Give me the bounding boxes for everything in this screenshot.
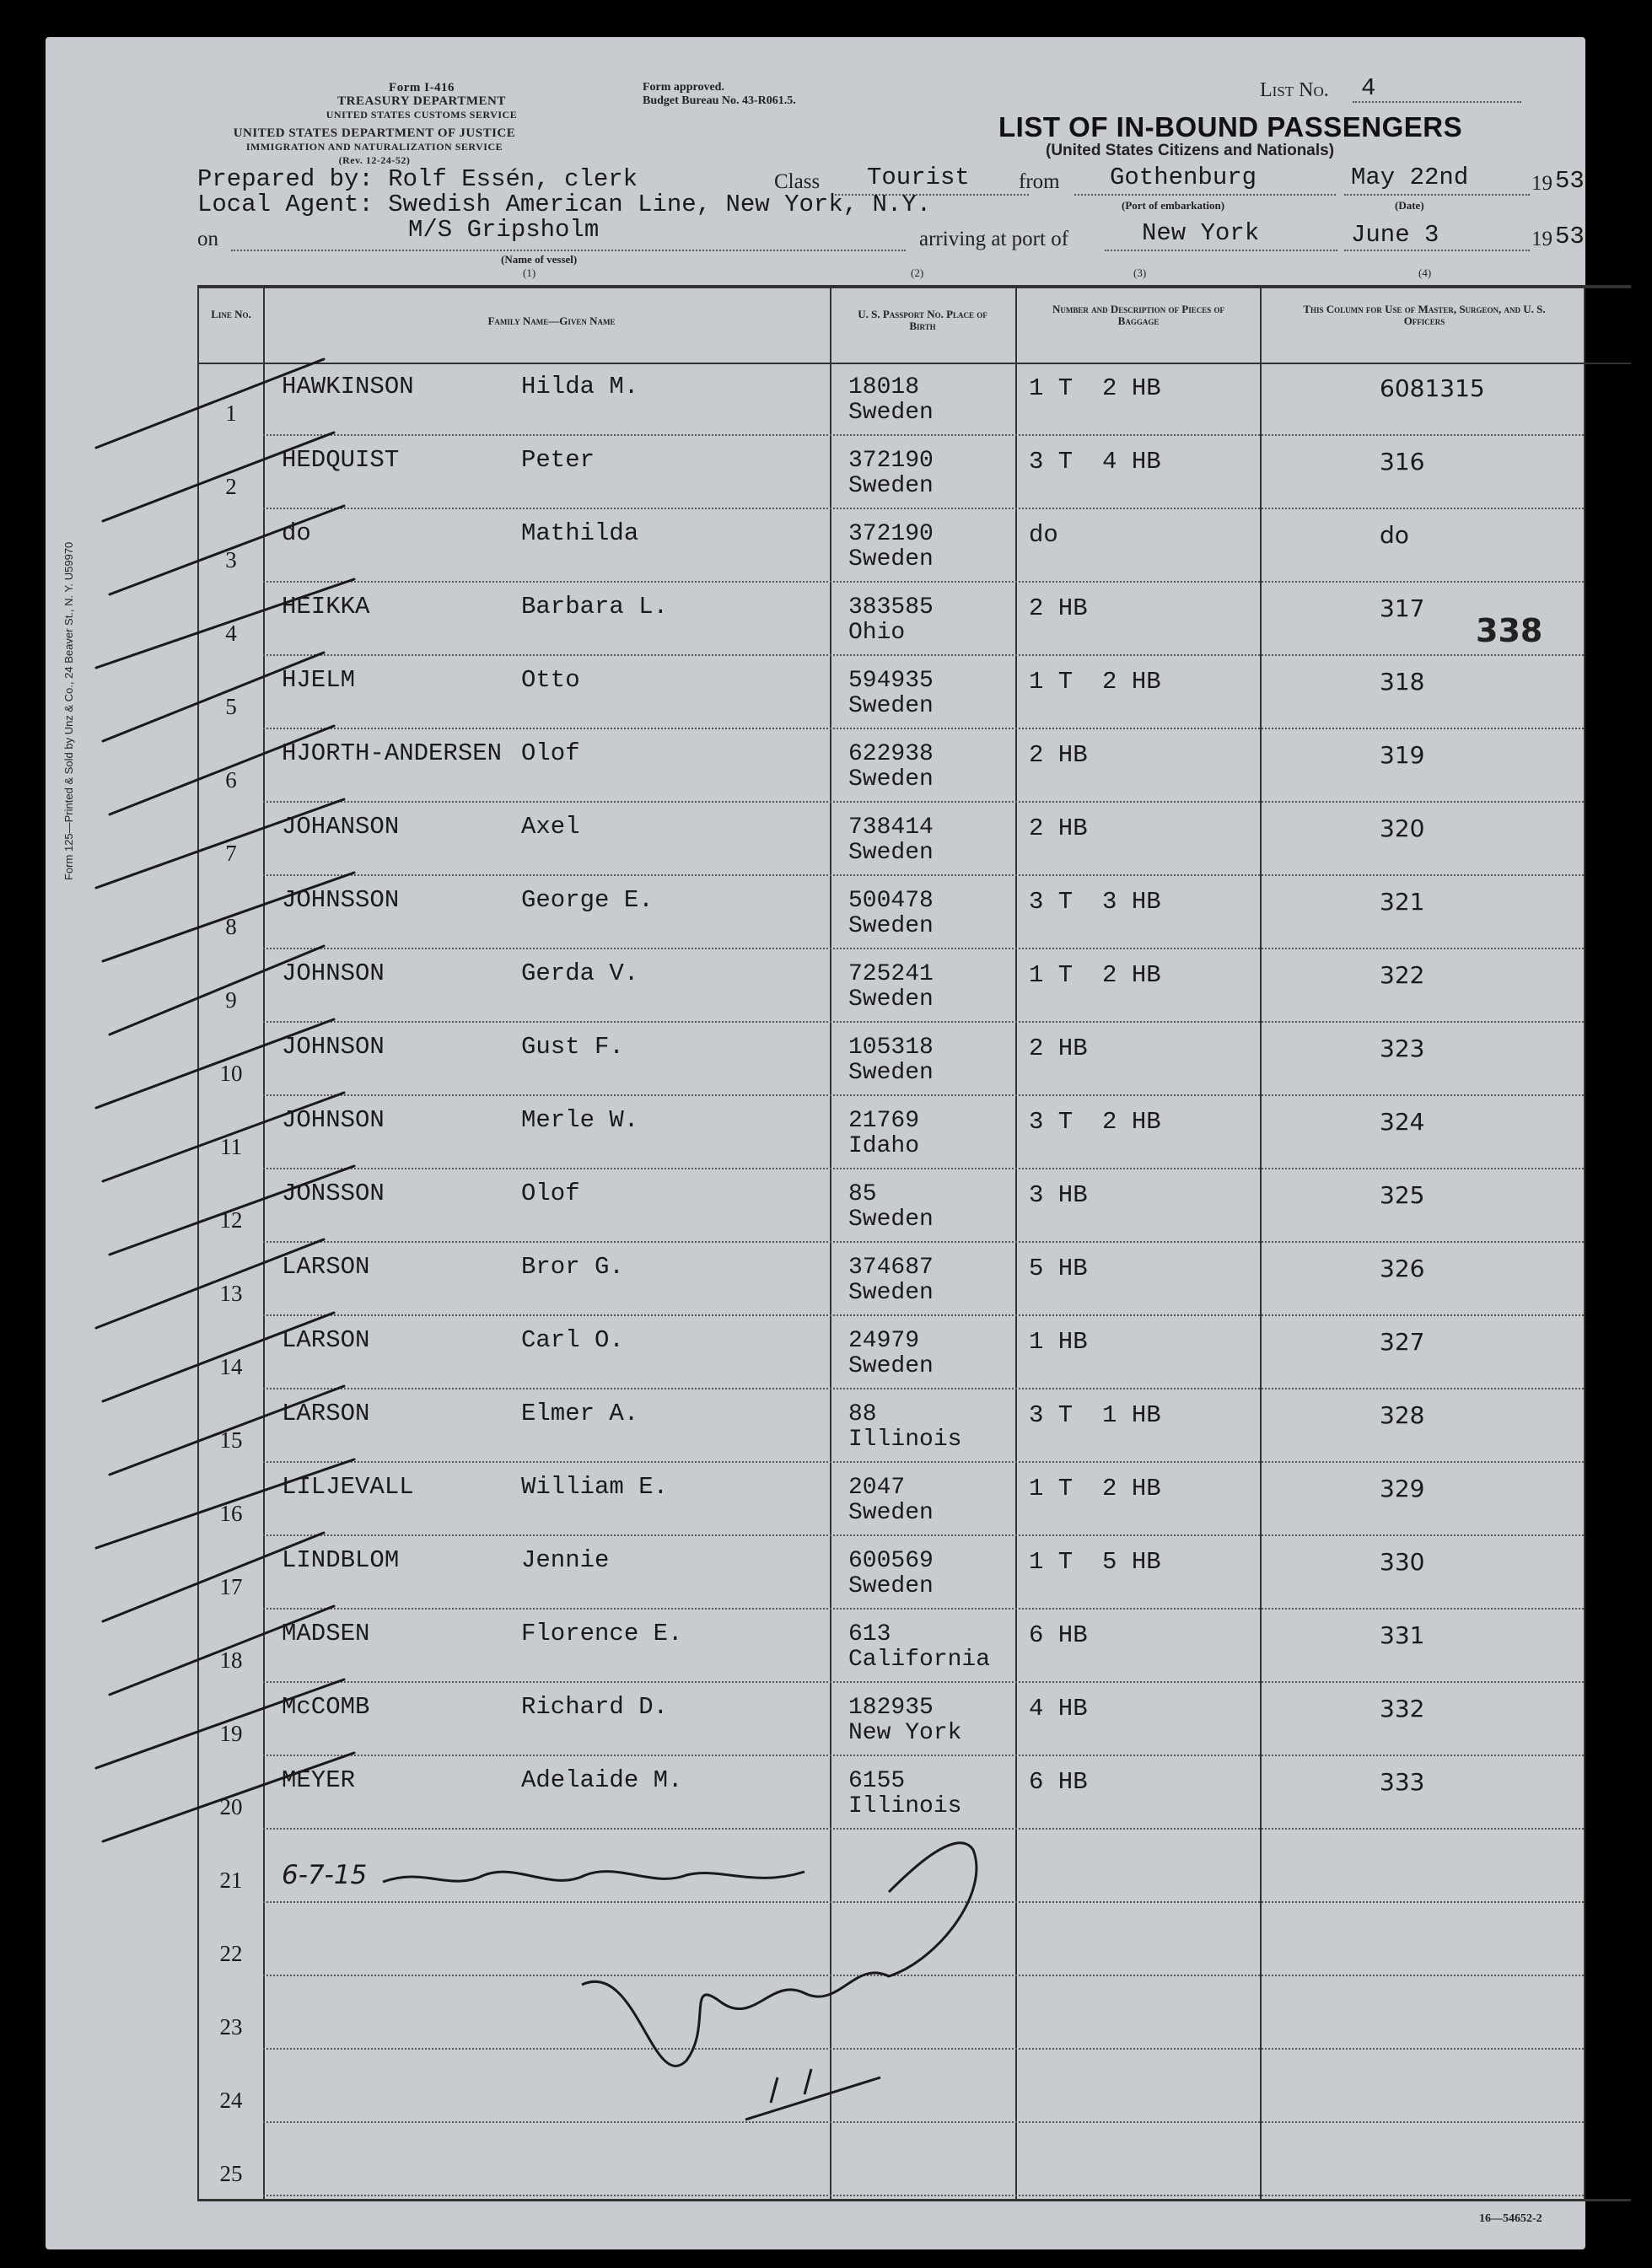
check-mark [110,946,324,1035]
given-name: Hilda M. [521,373,639,400]
line-number: 8 [225,914,237,939]
caption-1: (1) [523,266,536,279]
family-name: JOHNSSON [282,886,400,914]
check-mark [103,1313,334,1401]
passport-number: 105318 [848,1035,934,1061]
list-no-label: List No. [1260,79,1329,101]
port-embark-caption: (Port of embarkation) [1122,199,1225,212]
passport-number: 613 [848,1621,891,1647]
officer-note: 329 [1380,1475,1425,1502]
family-name: JOHNSON [282,959,385,987]
check-mark [96,1459,354,1548]
baggage-description: 1 T 2 HB [1029,961,1161,989]
officer-note: 318 [1380,668,1425,696]
baggage-description: 2 HB [1029,1035,1088,1062]
check-mark [110,726,334,814]
given-name: Gust F. [521,1033,624,1061]
place-of-birth: New York [848,1720,962,1746]
arrival-date: June 3 [1351,221,1439,249]
passport-number: 738414 [848,814,934,841]
line-number: 6 [225,767,237,793]
family-name: MADSEN [282,1620,370,1647]
class-label: Class [774,170,821,193]
place-of-birth: Sweden [848,473,934,499]
line-number: 18 [219,1647,243,1673]
handwriting-marks [46,37,1585,2249]
caption-3: (3) [1133,266,1147,279]
check-mark [103,433,334,521]
family-name: LARSON [282,1253,370,1281]
line-number: 9 [225,987,237,1013]
baggage-description: 2 HB [1029,594,1088,622]
passport-number: 594935 [848,668,934,694]
list-no-value: 4 [1361,74,1376,102]
departure-date: May 22nd [1351,164,1469,191]
baggage-description: 5 HB [1029,1255,1088,1282]
place-of-birth: Sweden [848,1573,934,1599]
year-prefix: 19 [1531,172,1552,195]
place-of-birth: Sweden [848,1500,934,1526]
baggage-description: 1 T 2 HB [1029,668,1161,696]
family-name: HEIKKA [282,593,370,621]
family-name: HAWKINSON [282,373,414,400]
arrival-year: 53 [1555,223,1585,250]
family-name: LARSON [282,1326,370,1354]
given-name: Barbara L. [521,593,669,621]
justice-dept: UNITED STATES DEPARTMENT OF JUSTICE [233,126,516,140]
date-caption: (Date) [1395,199,1424,212]
passport-number: 372190 [848,521,934,547]
place-of-birth: Sweden [848,1353,934,1379]
given-name: Bror G. [521,1253,624,1281]
passport-number: 6155 [848,1768,906,1794]
line-number: 14 [219,1354,243,1379]
officer-note: 321 [1380,888,1425,916]
arriving-label: arriving at port of [919,228,1069,250]
passport-number: 85 [848,1181,877,1207]
officer-note: 324 [1380,1108,1425,1136]
on-label: on [197,228,218,250]
line-number: 12 [219,1207,243,1233]
family-name: JOHNSON [282,1106,385,1134]
given-name: Olof [521,739,580,767]
family-name: HJELM [282,666,356,694]
page-title: LIST OF IN-BOUND PASSENGERS [998,111,1463,142]
class-value: Tourist [867,164,970,191]
place-of-birth: Illinois [848,1793,962,1819]
check-mark [110,1606,334,1695]
officer-note: 326 [1380,1255,1425,1282]
line-number: 15 [219,1427,243,1453]
line-number: 20 [219,1794,243,1819]
baggage-description: 3 T 1 HB [1029,1401,1161,1429]
given-name: Richard D. [521,1693,669,1721]
family-name: McCOMB [282,1693,370,1721]
place-of-birth: Sweden [848,913,934,939]
passport-number: 374687 [848,1255,934,1281]
place-of-birth: Illinois [848,1427,962,1453]
officer-note: 333 [1380,1768,1425,1796]
passport-number: 600569 [848,1548,934,1574]
footer-code: 16—54652-2 [1479,2212,1542,2225]
place-of-birth: Idaho [848,1133,920,1159]
officer-note: 330 [1380,1548,1425,1576]
given-name: Adelaide M. [521,1766,683,1794]
initials-signature [383,1872,804,1882]
line-number: 21 [219,1868,243,1893]
from-label: from [1019,170,1060,193]
given-name: Peter [521,446,595,474]
revision: (Rev. 12-24-52) [338,154,411,166]
check-mark [103,1093,344,1181]
check-mark [103,1753,354,1841]
form-approved: Form approved. [643,81,724,94]
form-number: Form I-416 [389,81,455,94]
given-name: Olof [521,1180,580,1207]
place-of-birth: Sweden [848,986,934,1013]
line-number: 7 [225,841,237,866]
total-count: 338 [1476,612,1543,649]
arrival-port: New York [1142,219,1260,247]
passport-number: 88 [848,1401,877,1427]
place-of-birth: Sweden [848,693,934,719]
line-number: 11 [220,1134,242,1159]
family-name: LILJEVALL [282,1473,414,1501]
ins-service: IMMIGRATION AND NATURALIZATION SERVICE [245,141,503,153]
passport-number: 182935 [848,1695,934,1721]
baggage-description: 4 HB [1029,1695,1088,1722]
family-name: do [282,519,311,547]
line-number: 13 [219,1281,243,1306]
passport-number: 372190 [848,448,934,474]
given-name: George E. [521,886,654,914]
officer-note: 6081315 [1380,374,1485,402]
col-officers: This Column for Use of Master, Surgeon, and U. S. Officers [1303,303,1546,327]
place-of-birth: Sweden [848,1060,934,1086]
family-name: LINDBLOM [282,1546,400,1574]
check-mark [110,506,344,594]
check-mark [96,579,354,668]
officer-note: 332 [1380,1695,1425,1722]
line-number: 22 [219,1941,243,1966]
place-of-birth: Sweden [848,400,934,426]
given-name: Gerda V. [521,959,639,987]
given-name: Mathilda [521,519,639,547]
passport-number: 21769 [848,1108,920,1134]
baggage-description: 1 HB [1029,1328,1088,1356]
baggage-description: 2 HB [1029,741,1088,769]
line-number: 16 [219,1501,243,1526]
line-number: 24 [219,2088,243,2113]
form-sheet [46,37,1585,2249]
place-of-birth: Sweden [848,840,934,866]
passport-number: 622938 [848,741,934,767]
check-mark [110,1386,344,1475]
passport-number: 725241 [848,961,934,987]
family-name: JONSSON [282,1180,385,1207]
col-passport: U. S. Passport No. Place of Birth [858,308,987,332]
check-mark [103,1533,324,1621]
col-baggage: Number and Description of Pieces of Baggage [1052,303,1224,327]
col-name: Family Name—Given Name [487,314,616,327]
year-prefix: 19 [1531,228,1552,250]
line-number: 5 [225,694,237,719]
col-line-no: Line No. [211,308,251,320]
given-name: Jennie [521,1546,610,1574]
printer-note: Form 125—Printed & Sold by Unz & Co., 24 Beaver St., N. Y. U59970 [62,541,75,880]
given-name: Carl O. [521,1326,624,1354]
local-agent: Local Agent: Swedish American Line, New York, N.Y. [197,191,932,218]
signature-date [745,2069,880,2120]
given-name: Merle W. [521,1106,639,1134]
prepared-by: Prepared by: Rolf Essén, clerk [197,165,638,193]
caption-2: (2) [911,266,924,279]
officer-note: 327 [1380,1328,1425,1356]
vessel-name: M/S Gripsholm [408,216,600,244]
treasury-dept: TREASURY DEPARTMENT [337,94,506,108]
line-number: 23 [219,2014,243,2040]
check-mark [96,1019,334,1108]
given-name: Otto [521,666,580,694]
place-of-birth: Sweden [848,546,934,572]
passport-number: 2047 [848,1475,906,1501]
family-name: HJORTH-ANDERSEN [282,739,503,767]
baggage-description: 1 T 2 HB [1029,374,1161,402]
departure-year: 53 [1555,167,1585,195]
officer-note: 325 [1380,1181,1425,1209]
place-of-birth: Ohio [848,620,906,646]
family-name: JOHANSON [282,813,400,841]
line-number: 10 [219,1061,243,1086]
customs-service: UNITED STATES CUSTOMS SERVICE [326,109,518,121]
line-number: 1 [225,400,237,426]
budget-bureau: Budget Bureau No. 43-R061.5. [643,94,796,107]
officer-note: 322 [1380,961,1425,989]
place-of-birth: Sweden [848,766,934,793]
baggage-description: 3 T 2 HB [1029,1108,1161,1136]
baggage-description: 6 HB [1029,1768,1088,1796]
passport-number: 24979 [848,1328,920,1354]
place-of-birth: Sweden [848,1280,934,1306]
given-name: Elmer A. [521,1400,639,1427]
given-name: William E. [521,1473,669,1501]
given-name: Axel [521,813,580,841]
officer-note: 331 [1380,1621,1425,1649]
officer-note: 316 [1380,448,1425,476]
officer-note: 319 [1380,741,1425,769]
place-of-birth: Sweden [848,1207,934,1233]
baggage-description: 3 T 4 HB [1029,448,1161,476]
officer-note: 317 [1380,594,1425,622]
page-subtitle: (United States Citizens and Nationals) [1046,142,1335,159]
line-number: 2 [225,474,237,499]
family-name: HEDQUIST [282,446,400,474]
line-number: 19 [219,1721,243,1746]
passport-number: 383585 [848,594,934,621]
check-mark [96,1680,344,1768]
place-of-birth: California [848,1647,991,1673]
passport-number: 18018 [848,374,920,400]
family-name: MEYER [282,1766,356,1794]
baggage-description: 1 T 5 HB [1029,1548,1161,1576]
baggage-description: 2 HB [1029,814,1088,842]
line-number: 3 [225,547,237,572]
line-number: 4 [225,621,237,646]
vessel-caption: (Name of vessel) [501,253,578,266]
passport-number: 500478 [848,888,934,914]
line-number: 17 [219,1574,243,1599]
family-name: LARSON [282,1400,370,1427]
officer-note: 323 [1380,1035,1425,1062]
baggage-description: 6 HB [1029,1621,1088,1649]
officer-note: do [1380,521,1409,549]
check-mark [96,359,324,448]
family-name: JOHNSON [282,1033,385,1061]
given-name: Florence E. [521,1620,683,1647]
note-line-21: 6-7-15 [282,1860,368,1890]
caption-4: (4) [1418,266,1432,279]
baggage-description: 1 T 2 HB [1029,1475,1161,1502]
baggage-description: do [1029,521,1058,549]
check-mark [96,799,344,888]
check-mark [103,653,324,741]
baggage-description: 3 T 3 HB [1029,888,1161,916]
check-mark [96,1239,324,1328]
baggage-description: 3 HB [1029,1181,1088,1209]
officer-note: 320 [1380,814,1425,842]
port-of-embarkation: Gothenburg [1110,164,1257,191]
officer-note: 328 [1380,1401,1425,1429]
line-number: 25 [219,2161,243,2186]
